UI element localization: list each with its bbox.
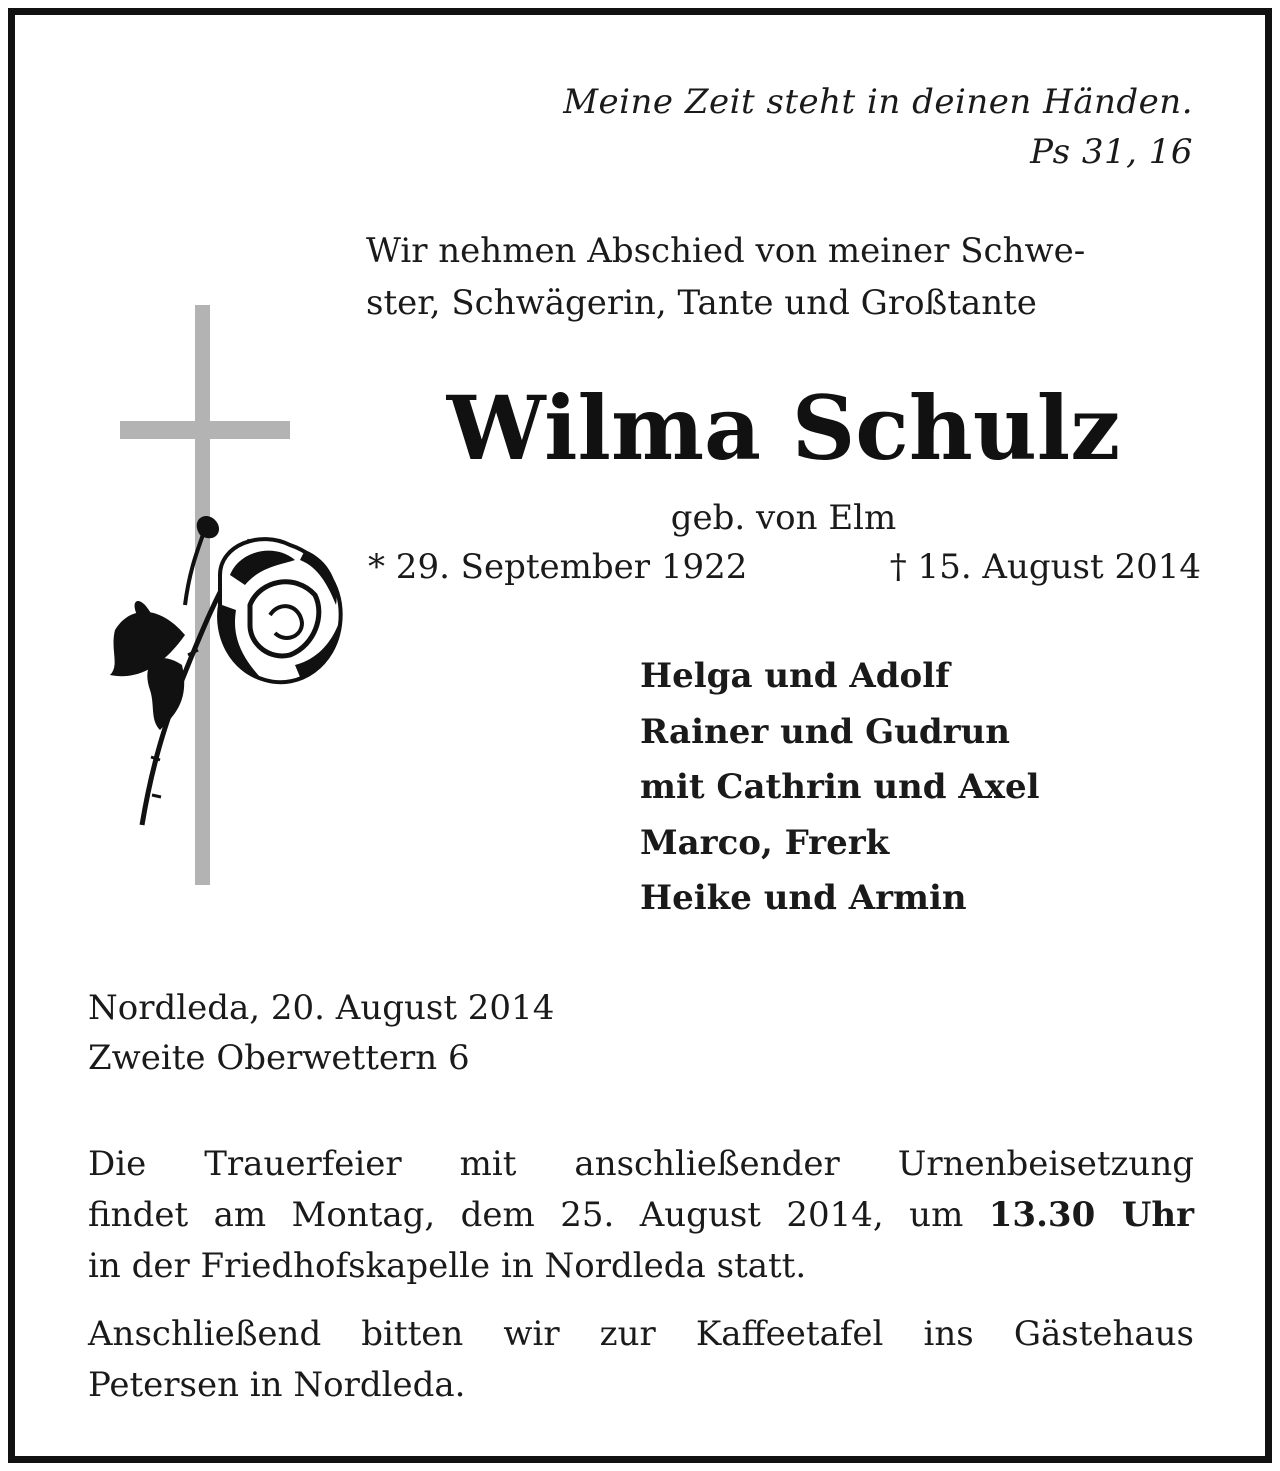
ceremony-time: 13.30 Uhr [988,1195,1194,1235]
ceremony-line-1: Die Trauerfeier mit anschließender Urnenbeisetzung [88,1144,1194,1184]
death-date: † 15. August 2014 [889,547,1201,587]
reception-notice [88,1309,1194,1411]
intro-line-2: ster, Schwägerin, Tante und Großtante [366,283,1037,323]
ceremony-line-3: in der Friedhofskapelle in Nordleda statt. [88,1246,807,1286]
mourner-entry: Helga und Adolf [640,656,950,696]
place-and-date [88,983,554,1083]
address-line: Zweite Oberwettern 6 [88,1038,470,1078]
mourner-entry: Heike und Armin [640,878,967,918]
ceremony-notice [88,1139,1194,1292]
ceremony-date-text: findet am Montag, dem 25. August 2014, um [88,1195,989,1235]
reception-line-1: Anschließend bitten wir zur Kaffeetafel ins Gästehaus [88,1314,1194,1354]
place-date-line: Nordleda, 20. August 2014 [88,988,555,1028]
mourner-entry: Rainer und Gudrun [640,711,1011,752]
birth-name: geb. von Elm [670,498,897,538]
farewell-intro [366,225,1085,329]
intro-line-1: Wir nehmen Abschied von meiner Schwe- [366,231,1086,271]
rose-leaf-right [147,658,184,730]
quote-reference: Ps 31, 16 [1030,132,1193,172]
cross-vertical-beam [195,305,210,885]
bible-quote [563,77,1193,177]
mourner-entry: mit Cathrin und Axel [640,767,1040,807]
ceremony-line-2 [88,1190,1194,1241]
obituary-frame [8,8,1272,1463]
quote-text: Meine Zeit steht in deinen Händen. [563,82,1193,122]
birth-date: * 29. September 1922 [368,547,748,587]
cross-with-rose-icon [90,305,350,905]
deceased-name: Wilma Schulz [446,376,1121,480]
cross-horizontal-beam [120,421,290,439]
mourners-list [640,649,1040,927]
rose-bloom [219,539,341,682]
mourner-entry: Marco, Frerk [640,822,890,863]
reception-line-2: Petersen in Nordleda. [88,1365,466,1405]
